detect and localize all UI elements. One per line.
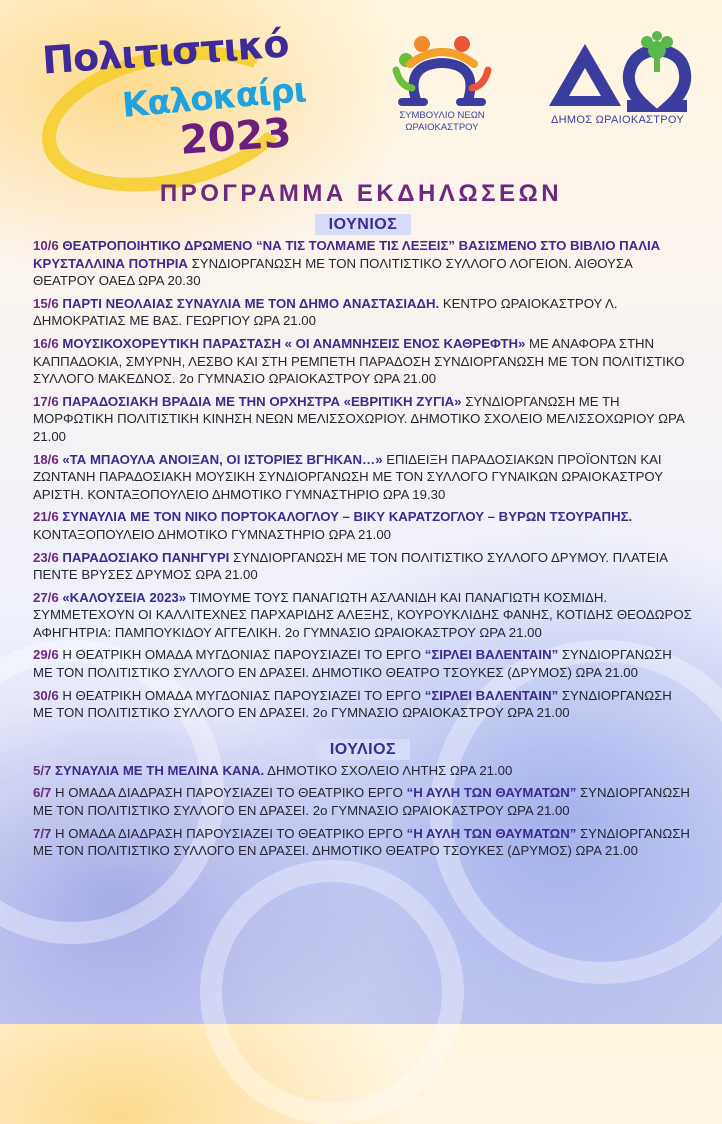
- youth-council-emblem-icon: [372, 30, 512, 110]
- event-text: ΤΙΜΟΥΜΕ ΤΟΥΣ ΠΑΝΑΓΙΩΤΗ ΑΣΛΑΝΙΔΗ ΚΑΙ ΠΑΝΑΓΙΩΤΗ ΚΟΣΜΙΔΗ. ΣΥΜΜΕΤΕΧΟΥΝ ΟΙ ΚΑΛΛΙΤΕΧΝΕΣ ΠΑΡΧΑΡΙΔΗΣ ΑΛΕΞΗΣ, ΚΟΥΡΟΥΚΛΙΔΗΣ ΦΑΝΗΣ, ΚΟΤΙΔΗΣ ΘΕΟΔΩΡΟΣ ΑΦΗΓΗΤΡΙΑ: ΠΑΜΠΟΥΚΙΔΟΥ ΑΓΓΕΛΙΚΗ. 2ο ΓΥΜΝΑΣΙΟ ΩΡΑΙΟΚΑΣΤΡΟΥ ΩΡΑ 21.00: [33, 589, 692, 640]
- event-item: [33, 825, 693, 860]
- event-highlight: ΣΥΝΑΥΛΙΑ ΜΕ ΤΟΝ ΝΙΚΟ ΠΟΡΤΟΚΑΛΟΓΛΟΥ – ΒΙΚΥ ΚΑΡΑΤΖΟΓΛΟΥ – ΒΥΡΩΝ ΤΣΟΥΡΑΠΗΣ.: [62, 509, 633, 525]
- event-highlight: ΠΑΡΑΔΟΣΙΑΚΗ ΒΡΑΔΙΑ ΜΕ ΤΗΝ ΟΡΧΗΣΤΡΑ «ΕΒΡΙΤΙΚΗ ΖΥΓΙΑ»: [62, 393, 462, 409]
- event-text: ΣΥΝΔΙΟΡΓΑΝΩΣΗ ΜΕ ΤΟΝ ΠΟΛΙΤΙΣΤΙΚΟ ΣΥΛΛΟΓΟ ΔΡΥΜΟΥ. ΠΛΑΤΕΙΑ ΠΕΝΤΕ ΒΡΥΣΕΣ ΔΡΥΜΟΣ ΩΡΑ 21.00: [33, 549, 668, 583]
- event-highlight: ΣΥΝΑΥΛΙΑ ΜΕ ΤΗ ΜΕΛΙΝΑ ΚΑΝΑ.: [55, 762, 265, 778]
- youth-council-caption: [372, 110, 512, 134]
- event-highlight: “ΣΙΡΛΕΙ ΒΑΛΕΝΤΑΙΝ”: [424, 647, 559, 663]
- event-highlight: “ΣΙΡΛΕΙ ΒΑΛΕΝΤΑΙΝ”: [424, 687, 559, 703]
- background-swirl: [200, 860, 464, 1124]
- month-badge: ΙΟΥΝΙΟΣ: [315, 214, 412, 235]
- event-date: 17/6: [33, 393, 59, 409]
- municipality-emblem-icon: [535, 30, 700, 114]
- festival-logo-year: 2023: [178, 110, 293, 164]
- event-text: ΕΠΙΔΕΙΞΗ ΠΑΡΑΔΟΣΙΑΚΩΝ ΠΡΟΪΟΝΤΩΝ ΚΑΙ ΖΩΝΤΑΝΗ ΠΑΡΑΔΟΣΙΑΚΗ ΜΟΥΣΙΚΗ ΣΥΝΔΙΟΡΓΑΝΩΣΗ ΜΕ ΤΟΝ ΣΥΛΛΟΓΟ ΓΥΝΑΙΚΩΝ ΩΡΑΙΟΚΑΣΤΡΟΥ ΑΡΙΣΤΗ. ΚΟΝΤΑΞΟΠΟΥΛΕΙΟ ΔΗΜΟΤΙΚΟ ΓΥΜΝΑΣΤΗΡΙΟ ΩΡΑ 19.30: [33, 451, 663, 502]
- event-date: 21/6: [33, 509, 59, 525]
- header: [0, 0, 722, 180]
- event-item: [33, 393, 693, 446]
- month-header: [33, 214, 693, 235]
- festival-logo-line2: Καλοκαίρι: [120, 70, 308, 126]
- month-header: [33, 739, 693, 760]
- event-date: 30/6: [33, 687, 59, 703]
- event-item: [33, 295, 693, 330]
- event-date: 7/7: [33, 825, 52, 841]
- event-date: 23/6: [33, 549, 59, 565]
- event-pre: Η ΘΕΑΤΡΙΚΗ ΟΜΑΔΑ ΜΥΓΔΟΝΙΑΣ ΠΑΡΟΥΣΙΑΖΕΙ ΤΟ ΕΡΓΟ: [62, 687, 422, 703]
- event-pre: Η ΟΜΑΔΑ ΔΙΑΔΡΑΣΗ ΠΑΡΟΥΣΙΑΖΕΙ ΤΟ ΘΕΑΤΡΙΚΟ ΕΡΓΟ: [55, 785, 403, 801]
- festival-logo-line1: Πολιτιστικό: [40, 21, 290, 83]
- event-item: [33, 762, 693, 780]
- event-date: 15/6: [33, 295, 59, 311]
- page-title: ΠΡΟΓΡΑΜΜΑ ΕΚΔΗΛΩΣΕΩΝ: [159, 180, 563, 207]
- event-text: ΣΥΝΔΙΟΡΓΑΝΩΣΗ ΜΕ ΤΟΝ ΠΟΛΙΤΙΣΤΙΚΟ ΣΥΛΛΟΓΟ ΕΝ ΔΡΑΣΕΙ. ΔΗΜΟΤΙΚΟ ΘΕΑΤΡΟ ΤΣΟΥΚΕΣ (ΔΡΥΜΟΣ) ΩΡΑ 21.00: [33, 647, 672, 681]
- event-text: ΣΥΝΔΙΟΡΓΑΝΩΣΗ ΜΕ ΤΟΝ ΠΟΛΙΤΙΣΤΙΚΟ ΣΥΛΛΟΓΟ ΕΝ ΔΡΑΣΕΙ. ΔΗΜΟΤΙΚΟ ΘΕΑΤΡΟ ΤΣΟΥΚΕΣ (ΔΡΥΜΟΣ) ΩΡΑ 21.00: [33, 825, 690, 859]
- month-spacer: [33, 727, 693, 739]
- event-text: ΚΕΝΤΡΟ ΩΡΑΙΟΚΑΣΤΡΟΥ Λ. ΔΗΜΟΚΡΑΤΙΑΣ ΜΕ ΒΑΣ. ΓΕΩΡΓΙΟΥ ΩΡΑ 21.00: [33, 295, 618, 329]
- festival-logo: [30, 20, 320, 170]
- event-date: 10/6: [33, 238, 59, 253]
- event-item: [33, 687, 693, 722]
- event-text: ΣΥΝΔΙΟΡΓΑΝΩΣΗ ΜΕ ΤΗ ΜΟΡΦΩΤΙΚΗ ΠΟΛΙΤΙΣΤΙΚΗ ΚΙΝΗΣΗ ΝΕΩΝ ΜΕΛΙΣΣΟΧΩΡΙΟΥ. ΔΗΜΟΤΙΚΟ ΣΧΟΛΕΙΟ ΜΕΛΙΣΣΟΧΩΡΙΟΥ ΩΡΑ 21.00: [33, 393, 684, 444]
- events-program: [33, 214, 693, 865]
- event-item: [33, 646, 693, 681]
- event-item: [33, 549, 693, 584]
- month-badge: ΙΟΥΛΙΟΣ: [316, 739, 410, 760]
- event-highlight: “Η ΑΥΛΗ ΤΩΝ ΘΑΥΜΑΤΩΝ”: [406, 825, 577, 841]
- event-text: ΣΥΝΔΙΟΡΓΑΝΩΣΗ ΜΕ ΤΟΝ ΠΟΛΙΤΙΣΤΙΚΟ ΣΥΛΛΟΓΟ ΕΝ ΔΡΑΣΕΙ. 2ο ΓΥΜΝΑΣΙΟ ΩΡΑΙΟΚΑΣΤΡΟΥ ΩΡΑ 21.00: [33, 687, 672, 721]
- event-pre: Η ΟΜΑΔΑ ΔΙΑΔΡΑΣΗ ΠΑΡΟΥΣΙΑΖΕΙ ΤΟ ΘΕΑΤΡΙΚΟ ΕΡΓΟ: [55, 825, 403, 841]
- event-text: ΣΥΝΔΙΟΡΓΑΝΩΣΗ ΜΕ ΤΟΝ ΠΟΛΙΤΙΣΤΙΚΟ ΣΥΛΛΟΓΟ ΕΝ ΔΡΑΣΕΙ. 2ο ΓΥΜΝΑΣΙΟ ΩΡΑΙΟΚΑΣΤΡΟΥ ΩΡΑ 21.00: [33, 785, 690, 819]
- event-date: 6/7: [33, 785, 52, 801]
- event-text: ΔΗΜΟΤΙΚΟ ΣΧΟΛΕΙΟ ΛΗΤΗΣ ΩΡΑ 21.00: [267, 762, 513, 778]
- youth-council-logo: [372, 30, 512, 150]
- municipality-caption: ΔΗΜΟΣ ΩΡΑΙΟΚΑΣΤΡΟΥ: [550, 114, 685, 126]
- event-highlight: ΠΑΡΑΔΟΣΙΑΚΟ ΠΑΝΗΓΥΡΙ: [62, 549, 230, 565]
- event-item: [33, 784, 693, 819]
- event-highlight: “Η ΑΥΛΗ ΤΩΝ ΘΑΥΜΑΤΩΝ”: [406, 785, 577, 801]
- youth-council-caption-line1: ΣΥΜΒΟΥΛΙΟ ΝΕΩΝ: [399, 110, 485, 121]
- event-item: [33, 589, 693, 642]
- event-highlight: ΠΑΡΤΙ ΝΕΟΛΑΙΑΣ ΣΥΝΑΥΛΙΑ ΜΕ ΤΟΝ ΔΗΜΟ ΑΝΑΣΤΑΣΙΑΔΗ.: [62, 295, 440, 311]
- event-highlight: ΜΟΥΣΙΚΟΧΟΡΕΥΤΙΚΗ ΠΑΡΑΣΤΑΣΗ « ΟΙ ΑΝΑΜΝΗΣΕΙΣ ΕΝΟΣ ΚΑΘΡΕΦΤΗ»: [62, 335, 526, 351]
- event-item: [33, 451, 693, 504]
- event-highlight: «ΚΑΛΟΥΣΕΙΑ 2023»: [62, 589, 187, 605]
- event-date: 5/7: [33, 762, 52, 778]
- event-date: 18/6: [33, 451, 59, 467]
- event-item: [33, 335, 693, 388]
- event-text: ΣΥΝΔΙΟΡΓΑΝΩΣΗ ΜΕ ΤΟΝ ΠΟΛΙΤΙΣΤΙΚΟ ΣΥΛΛΟΓΟ ΛΟΓΕΙΟΝ. ΑΙΘΟΥΣΑ ΘΕΑΤΡΟΥ ΟΑΕΔ ΩΡΑ 20.30: [33, 255, 633, 289]
- event-pre: Η ΘΕΑΤΡΙΚΗ ΟΜΑΔΑ ΜΥΓΔΟΝΙΑΣ ΠΑΡΟΥΣΙΑΖΕΙ ΤΟ ΕΡΓΟ: [62, 647, 422, 663]
- event-highlight: «ΤΑ ΜΠΑΟΥΛΑ ΑΝΟΙΞΑΝ, ΟΙ ΙΣΤΟΡΙΕΣ ΒΓΗΚΑΝ…»: [62, 451, 383, 467]
- event-date: 16/6: [33, 335, 59, 351]
- event-date: 29/6: [33, 647, 59, 663]
- municipality-logo: [535, 30, 700, 140]
- event-text: ΚΟΝΤΑΞΟΠΟΥΛΕΙΟ ΔΗΜΟΤΙΚΟ ΓΥΜΝΑΣΤΗΡΙΟ ΩΡΑ 21.00: [33, 526, 391, 542]
- event-item: [33, 237, 693, 290]
- event-text: ΜΕ ΑΝΑΦΟΡΑ ΣΤΗΝ ΚΑΠΠΑΔΟΚΙΑ, ΣΜΥΡΝΗ, ΛΕΣΒΟ ΚΑΙ ΣΤΗ ΡΕΜΠΕΤΗ ΠΑΡΑΔΟΣΗ ΣΥΝΔΙΟΡΓΑΝΩΣΗ ΜΕ ΤΟΝ ΠΟΛΙΤΙΣΤΙΚΟ ΣΥΛΛΟΓΟ ΜΑΚΕΔΝΟΣ. 2ο ΓΥΜΝΑΣΙΟ ΩΡΑΙΟΚΑΣΤΡΟΥ ΩΡΑ 21.00: [33, 335, 685, 387]
- event-item: [33, 508, 693, 543]
- youth-council-caption-line2: ΩΡΑΙΟΚΑΣΤΡΟΥ: [405, 122, 479, 133]
- event-highlight: ΘΕΑΤΡΟΠΟΙΗΤΙΚΟ ΔΡΩΜΕΝΟ “ΝΑ ΤΙΣ ΤΟΛΜΑΜΕ ΤΙΣ ΛΕΞΕΙΣ” ΒΑΣΙΣΜΕΝΟ ΣΤΟ ΒΙΒΛΙΟ ΠΑΛΙΑ ΚΡΥΣΤΑΛΛΙΝΑ ΠΟΤΗΡΙΑ: [33, 238, 661, 271]
- event-date: 27/6: [33, 589, 59, 605]
